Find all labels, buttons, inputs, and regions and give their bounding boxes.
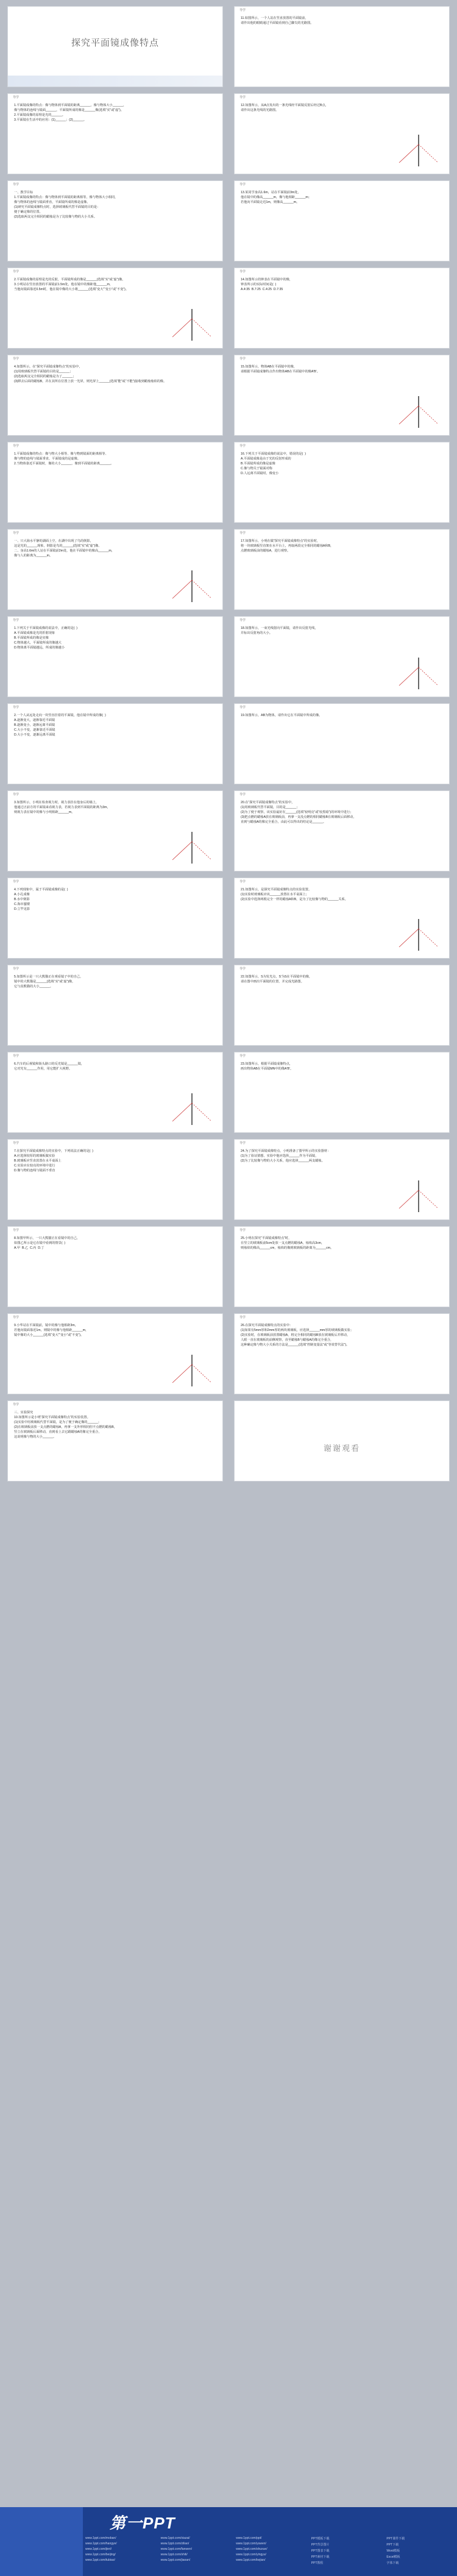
slide-content [241, 103, 443, 113]
footer-links [85, 2536, 451, 2567]
incident-ray [399, 667, 419, 686]
slide-text-line: 人眼一直在玻璃板的前侧观察，直至蜡烛B与蜡烛A的像完全重合， [241, 1338, 334, 1343]
slide-text-line: C.大小不变，逐渐靠近平面镜 [14, 728, 55, 733]
slide-content [241, 452, 443, 476]
slide-17 [7, 1400, 223, 1481]
slide-text-line: 一、只大海水平静的湖面上空，在湖中出现了鸟的倒影， [14, 539, 93, 543]
slide-label: 导学 [13, 1141, 19, 1145]
slide-label: 导学 [13, 706, 19, 709]
footer-col-2 [161, 2536, 225, 2567]
reflected-ray [419, 929, 438, 947]
slide-text-line: 24.为了探究平面镜成像特点，小明准备了图甲所示的实验器材： [241, 1149, 331, 1153]
footer-link[interactable]: 字体下载 [386, 2561, 399, 2565]
footer-link[interactable]: PPT图表下载 [311, 2549, 330, 2553]
footer-link[interactable]: PPT教程 [311, 2561, 324, 2565]
incident-ray [172, 1103, 192, 1121]
slide-text-line: (2)实验中选择两根完全一样的蜡烛A和B，是为了比较像与物的______关系。 [241, 898, 348, 902]
slide-16 [7, 1313, 223, 1394]
footer-link[interactable]: www.1ppt.com/shiti/ [160, 2553, 188, 2556]
slide-text-line: 将一块玻璃板竖直架在水平台上，再取两段完全相同的蜡烛A和B， [241, 544, 334, 548]
slide-text-line: 2.平面镜成像的原理是光的______。 [14, 113, 65, 118]
slide-text-line: 23.如图所示，根据平面镜成像特点， [241, 1062, 293, 1066]
slide-content [241, 887, 443, 902]
slide-text-line: (1)用玻璃板代替平面镜的目的是______； [14, 370, 73, 374]
footer-link[interactable]: www.1ppt.com/jiaoan/ [160, 2558, 191, 2562]
slide-text-line: 画出物体AB在平面镜MN中的像A'B'。 [241, 1067, 294, 1071]
slide-text-line: (2)选取两支完全相同的蜡烛是为了比较像与物的大小关系。 [14, 215, 97, 219]
slide-text-line: D.大小不变，逐渐远离平面镜 [14, 733, 55, 737]
mirror-diagram [168, 568, 216, 605]
slide-text-line: C.海市蜃楼 [14, 903, 30, 907]
slide-content [14, 539, 216, 558]
footer-link[interactable]: Word模板 [386, 2549, 400, 2553]
slide-label: 导学 [239, 183, 246, 186]
slide-content [14, 713, 216, 737]
footer-link[interactable]: www.1ppt.com/hangye/ [85, 2542, 117, 2546]
slide-text-line: 他通过正前方的平面镜来看视力表，若视力表到平面镜的距离为3m， [14, 806, 110, 810]
slide-text-line: (2)选取两支完全相同的蜡烛是为了______； [14, 375, 76, 379]
slide-content [14, 1323, 216, 1338]
slide-text-line: 便于确定像的位置。 [14, 210, 43, 215]
slide-text-line: 则视力表在镜中的像与小明相距______m。 [14, 811, 75, 815]
slide-text-line: 像与物体的连线与镜面______，平面镜所成的像是______像(选填“实”或“虚”)。 [14, 108, 124, 113]
slide-10 [7, 790, 223, 871]
slide-text-line: 2.一个人从远处走向一块竖直挂着的平面镜，他在镜中所成的像( ) [14, 714, 106, 717]
slide-content [14, 1236, 216, 1251]
slide-text-line: 像与人的距离为______m。 [14, 554, 53, 558]
slide-label: 导学 [13, 793, 19, 797]
footer-link[interactable]: PPT课件下载 [386, 2537, 405, 2541]
slide-8 [7, 616, 223, 697]
footer-link[interactable]: PPT模板下载 [311, 2537, 330, 2541]
footer-link[interactable]: www.1ppt.com/beijing/ [85, 2553, 116, 2556]
footer-link[interactable]: www.1ppt.com/ziliao/ [160, 2542, 190, 2546]
slide-text-line: 竖立在玻璃板后面移动，直到看上去它跟蜡烛A的像完全重合， [14, 1430, 102, 1435]
slide-18 [234, 6, 450, 87]
incident-ray [172, 319, 192, 337]
slide-text-line: 1.下列关于平面镜成像的说法中，正确的是( ) [14, 626, 78, 630]
reflected-ray [419, 144, 438, 163]
slide-text-line: 21.如图所示，是探究平面镜成像特点的实验装置。 [241, 888, 312, 892]
slide-label: 导学 [239, 444, 246, 448]
slide-content [14, 452, 216, 466]
footer-col-1 [85, 2536, 150, 2567]
slide-6 [7, 442, 223, 523]
slide-label: 导学 [13, 96, 19, 99]
slide-content [241, 1236, 443, 1251]
slide-4 [7, 268, 223, 349]
thanks-text: 谢谢观看 [323, 1444, 360, 1453]
footer-link[interactable]: www.1ppt.com/kejian/ [236, 2558, 266, 2562]
slide-text-line: B.平面镜所成的像是虚像 [241, 462, 275, 466]
slide-label: 导学 [239, 531, 246, 535]
slide-text-line: 12.如图所示，从A点发出的一条光线经平面镜反射后经过B点， [241, 104, 328, 107]
slide-text-line: (3)移去后面的蜡烛B，并在其所在位置上放一光屏，则光屏上______(选填“能”或“不能”)接收到蜡烛烛焰的像。 [14, 380, 167, 384]
slide-text-line: D.人远离平面镜时，像变小 [241, 472, 279, 476]
footer-band [0, 2507, 457, 2576]
slide-text-line: 在竖立的玻璃板前5cm处放一支点燃的蜡烛A，烛焰高3cm， [241, 1241, 325, 1246]
slide-text-line: B.逐渐变小，逐渐远离平面镜 [14, 723, 55, 728]
slide-text-line: 直到与蜡烛A的像完全重合，由此可以得出的结论是______。 [241, 820, 327, 825]
slide-text-line: 2.平面镜成像的原理是光的反射，平面镜所成的像是______(选填“实”或“虚”)像。 [14, 278, 126, 282]
slide-content [241, 800, 443, 825]
slide-text-line: 若他向平面镜走近1m，则像高______m。 [241, 200, 300, 205]
slide-text-line: A.4:35 B.7:25 C.4:25 D.7:35 [241, 288, 283, 292]
footer-link[interactable]: PPT素材下载 [311, 2555, 330, 2559]
slide-14 [7, 1139, 223, 1220]
slide-26 [234, 703, 450, 784]
slide-content [241, 1149, 443, 1163]
slide-text-line: 二、身高1.6m的人站在平面镜前2m处，他在平面镜中的像高______m， [14, 549, 115, 553]
slide-text-line: 8.如图甲所示，一只大熊猫正在看镜中的自己， [14, 1237, 80, 1240]
slide-text-line: 14.如图所示的钟表在平面镜中的像， [241, 278, 293, 282]
footer-link[interactable]: PPT下载 [386, 2543, 399, 2547]
slide-label: 导学 [13, 1054, 19, 1058]
slide-text-line: 18.如图所示，一束光线射向平面镜，请作出反射光线， [241, 626, 318, 630]
reflected-ray [419, 667, 438, 686]
footer-col-3 [236, 2536, 300, 2567]
slide-content [14, 800, 216, 815]
slide-22 [234, 355, 450, 436]
mirror-diagram [394, 394, 443, 430]
slide-text-line: 15.如图所示，物体AB在平面镜中的像， [241, 365, 297, 369]
slide-text-line: B.水中倒影 [14, 898, 30, 902]
slide-text-line: 19.如图所示，AB为物体，请作出它在平面镜中所成的像。 [241, 714, 322, 717]
slide-text-line: C.实验应在较亮的环境中进行 [14, 1164, 55, 1168]
slide-content [241, 626, 443, 636]
slide-content [14, 364, 216, 384]
slide-23 [234, 442, 450, 523]
footer-left-panel [0, 2507, 83, 2576]
slide-text-line: B.玻璃板应竖直放置在水平桌面上 [14, 1159, 62, 1163]
reflected-ray [192, 319, 211, 337]
slide-content [241, 1323, 443, 1347]
slide-label: 导学 [239, 1054, 246, 1058]
footer-link[interactable]: www.1ppt.com/tubiao/ [85, 2558, 115, 2562]
slide-text-line: 它与真熊猫的大小______。 [14, 985, 53, 989]
slide-13 [7, 1052, 223, 1133]
slide-text-line: A.平面镜成像是光的折射现象 [14, 631, 55, 636]
slide-text-line: 这种确定像与物大小关系的方法是______(选填“控制变量法”或“等效替代法”)。 [241, 1343, 350, 1347]
slide-text-line: (2)在玻璃板前放一支点燃的蜡烛A，再拿一支外形相同但不点燃的蜡烛B， [14, 1425, 117, 1430]
slide-label: 导学 [13, 357, 19, 361]
title-band [8, 76, 222, 87]
footer-link[interactable]: www.1ppt.com/jieri/ [85, 2547, 112, 2551]
slide-28 [234, 878, 450, 959]
slide-31 [234, 1139, 450, 1220]
slide-label: 导学 [13, 1403, 19, 1407]
slide-text-line: D.立竿见影 [14, 907, 30, 912]
slide-text-line: 它对光有______作用，用它能扩大视野。 [14, 1067, 73, 1071]
slide-text-line: D.像与物的连线与镜面不垂直 [14, 1169, 55, 1173]
slide-text-line: 11.如图所示，一个人站在竖直放置的平面镜前， [241, 16, 308, 20]
mirror-diagram [394, 917, 443, 953]
slide-content [14, 1062, 216, 1071]
slide-text-line: 若他向镜面靠近1m，则镜中的像与他相距______m， [14, 1329, 89, 1333]
slide-text-line: A.小孔成像 [14, 893, 30, 897]
slide-text-line: 镜中的大熊猫是______(选填“实”或“虚”)像， [14, 980, 76, 984]
reflected-ray [419, 406, 438, 424]
slide-label: 导学 [13, 1316, 19, 1319]
incident-ray [172, 842, 192, 860]
mirror-diagram [168, 1091, 216, 1127]
slide-text-line: 他在镜中的像高______m，像与他相距______m； [241, 196, 311, 200]
slide-label: 导学 [13, 444, 19, 448]
slide-text-line: 6.汽车的后视镜和街头路口的反光镜是______镜， [14, 1062, 85, 1066]
footer-col-4 [311, 2536, 376, 2567]
mirror-diagram [168, 307, 216, 343]
slide-label: 导学 [239, 619, 246, 622]
slide-34 [234, 1400, 450, 1481]
slide-content [14, 974, 216, 989]
slide-label: 导学 [13, 880, 19, 884]
slide-text-line: (1)为了验证猜想，实验中他应选择______作为平面镜， [241, 1154, 319, 1158]
incident-ray [172, 1364, 192, 1383]
slide-text-line: 并标出反射角的大小。 [241, 631, 272, 636]
slide-text-line: 这是光的______现象，倒影是鸟的______(选填“实”或“虚”)像。 [14, 544, 102, 548]
slide-text-line: 3.如图所示，小明在检查视力时，视力表挂在他身后的墙上， [14, 801, 99, 804]
footer-col-5 [386, 2536, 451, 2567]
mirror-diagram [168, 829, 216, 866]
slide-text-line: 像与物体的连线与镜面垂直，平面镜所成的像是虚像。 [14, 200, 90, 205]
incident-ray [399, 1190, 419, 1208]
slide-content [241, 16, 443, 26]
slide-text-line: D.物体离平面镜越远，所成的像越小 [14, 646, 65, 650]
footer-link[interactable]: www.1ppt.com/yuwen/ [236, 2542, 266, 2546]
slide-content [241, 713, 443, 718]
slide-5 [7, 355, 223, 436]
slide-content [14, 277, 216, 292]
slide-15 [7, 1226, 223, 1307]
reflected-ray [192, 1103, 211, 1121]
footer-link[interactable]: www.1ppt.com/xiazai/ [160, 2536, 190, 2540]
slide-content [241, 190, 443, 205]
slide-content [241, 364, 443, 374]
slide-label: 导学 [239, 1316, 246, 1319]
incident-ray [399, 929, 419, 947]
slide-content [241, 539, 443, 553]
slide-text-line: (1)研究平面镜成像特点时，选择玻璃板代替平面镜的目的是： [14, 205, 101, 210]
slide-text-line: A.逐渐变大，逐渐靠近平面镜 [14, 719, 55, 723]
footer-logo: 第一PPT [110, 2514, 175, 2532]
slide-text-line: 镜中像的大小______(选填“变大”“变小”或“不变”)。 [14, 1333, 84, 1338]
slide-content [241, 277, 443, 292]
slide-text-line: (2)实验时，在玻璃板前放置蜡烛A，将完全相同的蜡烛B放在玻璃板后并移动， [241, 1333, 350, 1338]
slide-content [14, 103, 216, 122]
footer-link[interactable]: www.1ppt.com/ppt/ [236, 2536, 262, 2540]
footer-link[interactable]: Excel模板 [386, 2555, 400, 2559]
slide-label: 导学 [239, 270, 246, 274]
slide-text-line: 这说明像与物的大小______。 [14, 1435, 57, 1439]
slide-content [14, 887, 216, 912]
slide-32 [234, 1226, 450, 1307]
slide-text-line: C.像与物关于镜面对称 [241, 467, 272, 471]
mirror-diagram [168, 1352, 216, 1389]
slide-label: 导学 [239, 706, 246, 709]
slide-30 [234, 1052, 450, 1133]
slide-content [14, 1149, 216, 1173]
slide-text-line: (1)如果有5mm厚和2mm厚的两块玻璃板，应选择______mm厚的玻璃板做实验； [241, 1329, 354, 1333]
mirror-diagram [394, 132, 443, 169]
reflected-ray [192, 842, 211, 860]
slide-text-line: 7.在探究平面镜成像特点的实验中，下列说法正确的是( ) [14, 1149, 93, 1153]
slide-25 [234, 616, 450, 697]
slide-text-line: (2)为了便于观察，该实验最好在______(选填“较明亮”或“较黑暗”)的环境中进行； [241, 811, 353, 815]
slide-21 [234, 268, 450, 349]
slide-9 [7, 703, 223, 784]
slide-text-line: 像与物的连线与镜面垂直，平面镜成的是虚像。 [14, 457, 80, 461]
slide-text-line: 则烛焰的像高______cm，烛焰的像到玻璃板的距离为______cm。 [241, 1246, 334, 1251]
slide-text-line: A.甲 B.乙 C.丙 D.丁 [14, 1246, 44, 1251]
slide-text-line: 17.如图所示，小明在做“探究平面镜成像特点”的实验时， [241, 539, 320, 543]
slide-text-line: C.物体越大，平面镜所成的像越大 [14, 641, 62, 645]
slide-text-line: B.平面镜所成的像是实像 [14, 636, 49, 640]
slide-content [241, 1062, 443, 1071]
slide-29 [234, 965, 450, 1046]
incident-ray [399, 406, 419, 424]
slide-text-line: 请作出这条光线的光路图。 [241, 108, 279, 113]
slide-text-line: (2)为了比较像与物的大小关系，他应选择______两支蜡烛。 [241, 1159, 325, 1163]
slide-text-line: 22.如图所示，S为发光点，S'为S在平面镜中的像， [241, 975, 313, 979]
slide-text-line: 4.下列现象中，属于平面镜成像的是( ) [14, 888, 68, 892]
footer-link[interactable]: www.1ppt.com/moban/ [85, 2536, 116, 2540]
slide-text-line: 当他向镜面靠近0.5m时，他在镜中像的大小将______(选填“变大”“变小”或“不变”)。 [14, 288, 129, 292]
slide-33 [234, 1313, 450, 1394]
slide-text-line: 1.平面镜成像的特点：像与物体到平面镜的距离______，像与物体大小______， [14, 104, 127, 107]
slide-content [14, 1410, 216, 1439]
slide-12 [7, 965, 223, 1046]
deck-title: 探究平面镜成像特点 [71, 38, 159, 48]
footer-link[interactable]: www.1ppt.com/yingyu/ [236, 2553, 266, 2556]
slide-text-line: 16.下列关于平面镜成像的说法中，错误的是( ) [241, 452, 306, 456]
slide-11 [7, 878, 223, 959]
slide-label: 导学 [13, 270, 19, 274]
slide-2 [7, 93, 223, 174]
slide-text-line: (1)实验中用玻璃板代替平面镜，是为了便于确定像的______； [14, 1421, 101, 1425]
slide-label: 导学 [13, 531, 19, 535]
slide-label: 导学 [13, 183, 19, 186]
slide-label: 导学 [239, 96, 246, 99]
mirror-diagram [394, 655, 443, 692]
incident-ray [399, 144, 419, 163]
slide-label: 导学 [239, 967, 246, 971]
slide-text-line: 请作出他的眼睛通过平面镜看到自己脚尖的光路图。 [241, 21, 314, 26]
slide-label: 导学 [13, 967, 19, 971]
slide-label: 导学 [239, 1229, 246, 1232]
slide-text-line: 三、实验探究 [14, 1411, 34, 1414]
slide-text-line: 钟表所示的实际时间是( ) [241, 283, 277, 287]
slide-text-line: 请根据平面镜成像特点作出物体AB在平面镜中的像A'B'。 [241, 370, 320, 374]
footer-link[interactable]: www.1ppt.com/shuxue/ [236, 2547, 267, 2551]
slide-27 [234, 790, 450, 871]
slide-text-line: (1)实验时玻璃板应该______放置在水平桌面上； [241, 893, 309, 897]
slide-label: 导学 [239, 1141, 246, 1145]
slide-text-line: 25.小明在探究“平面镜成像特点”时， [241, 1237, 292, 1240]
slide-text-line: 9.小华站在平面镜前，镜中的像与他相距3m， [14, 1324, 78, 1327]
slide-text-line: 5.如图所示是一只大熊猫正在观看镜子中的自己， [14, 975, 83, 979]
slide-text-line: A.应选择较厚的玻璃板做实验 [14, 1154, 55, 1158]
slide-text-line: (3)把点燃的蜡烛A放在玻璃板前，再拿一支没点燃的相同蜡烛B在玻璃板后面移动， [241, 815, 356, 820]
slide-text-line: 1.平面镜成像的特点：像与物大小相等、像与物到镜面的距离相等、 [14, 452, 108, 456]
reflected-ray [419, 1190, 438, 1208]
slide-text-line: 3.小明站在竖直放置的平面镜前1.5m处，他在镜中的像距他______m， [14, 283, 113, 287]
incident-ray [172, 580, 192, 598]
slide-19 [234, 93, 450, 174]
slide-label: 导学 [239, 793, 246, 797]
slide-text-line: A.平面镜成像是由于光的反射形成的 [241, 457, 291, 461]
slide-label: 导学 [13, 1229, 19, 1232]
slide-label: 导学 [239, 9, 246, 12]
slide-content [241, 974, 443, 984]
slide-1 [7, 6, 223, 87]
slide-text-line: 点燃玻璃板前的蜡烛A，进行观察。 [241, 549, 291, 553]
slide-24 [234, 529, 450, 610]
slide-label: 导学 [13, 619, 19, 622]
slide-text-line: 4.如图所示，在“探究平面镜成像特点”的实验中， [14, 365, 82, 369]
slide-label: 导学 [239, 357, 246, 361]
slide-content [14, 626, 216, 650]
reflected-ray [192, 1364, 211, 1383]
footer-link[interactable]: www.1ppt.com/fanwen/ [160, 2547, 193, 2551]
slide-text-line: 1.平面镜成像的特点：像与物体到平面镜的距离相等，像与物体大小相同， [14, 196, 118, 200]
slide-20 [234, 180, 450, 261]
slide-label: 导学 [239, 880, 246, 884]
slide-content [14, 190, 216, 219]
slide-text-line: 请在图中画出平面镜的位置，并完成光路图。 [241, 980, 304, 984]
footer-link[interactable]: PPT背景图片 [311, 2543, 330, 2547]
reflected-ray [192, 580, 211, 598]
slide-text-line: 一、教学目标 [14, 191, 34, 194]
slide-text-line: (1)用玻璃板代替平面镜，目的是______； [241, 806, 300, 810]
slide-text-line: 10.如图所示是小明“探究平面镜成像特点”的实验装置。 [14, 1416, 90, 1420]
slide-3 [7, 180, 223, 261]
slide-text-line: 2.当物体靠近平面镜时，像的大小______，像到平面镜的距离______。 [14, 462, 114, 466]
slide-text-line: 如图乙所示是它在镜中看到的情景( ) [14, 1241, 66, 1246]
slide-text-line: 13.某同学身高1.6m，站在平面镜前3m处， [241, 191, 301, 194]
mirror-diagram [394, 1178, 443, 1215]
slide-7 [7, 529, 223, 610]
slide-text-line: 3.平面镜在生活中的应用：(1)______；(2)______。 [14, 118, 87, 122]
slide-text-line: 26.在探究平面镜成像特点的实验中： [241, 1324, 293, 1327]
slide-text-line: 20.在“探究平面镜成像特点”的实验中， [241, 801, 295, 804]
